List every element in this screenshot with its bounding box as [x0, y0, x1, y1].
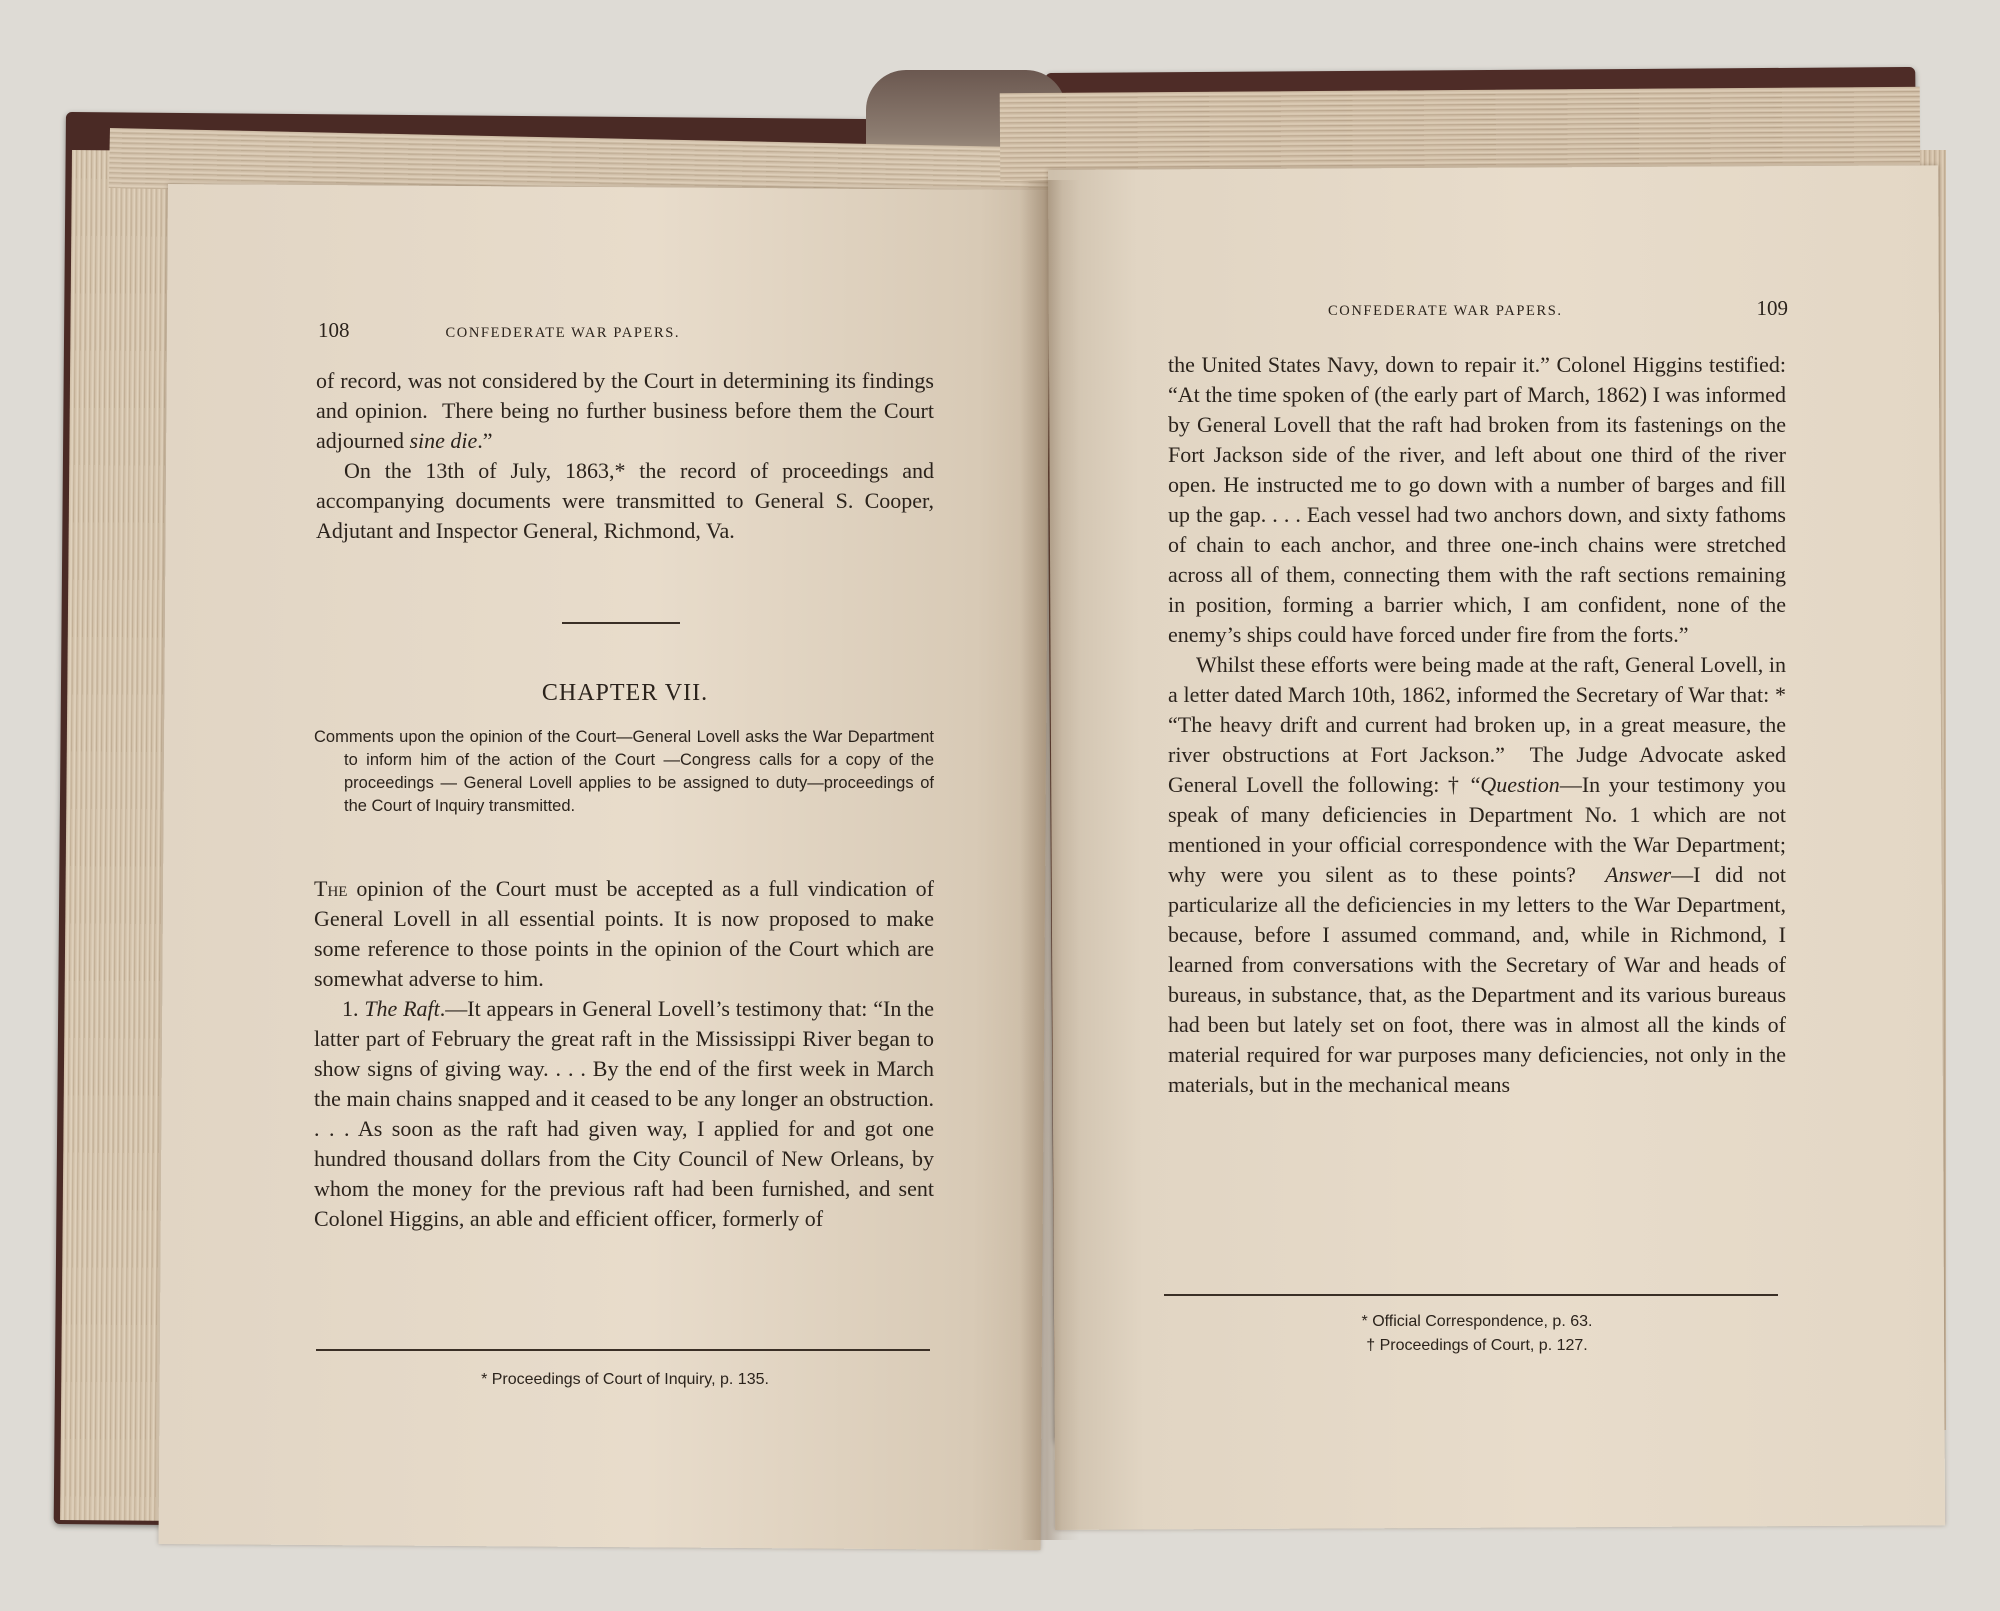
left-body-text — [314, 874, 934, 1234]
right-footnote-2: † Proceedings of Court, p. 127. — [1366, 1337, 1588, 1354]
left-page-header — [318, 318, 938, 343]
drop-word: The — [314, 876, 348, 901]
left-running-head: CONFEDERATE WAR PAPERS. — [445, 325, 681, 341]
gutter-shadow — [1020, 180, 1080, 1540]
left-paragraph-1: of record, was not considered by the Court in determining its findings and opinion. There being no further business before them the Court adjourned sine die.” — [316, 368, 934, 453]
section-divider — [562, 622, 680, 624]
right-paragraph-1: the United States Navy, down to repair it.” Colonel Higgins testified: “At the time spoken of (the early part of March, 1862) I was informed by General Lovell that the raft had broken from its fastenings on the Fort Jackson side of the river, and left about one third of the river open. He instructed me to go down with a number of barges and fill up the gap. . . . Each vessel had two anchors down, and sixty fathoms of chain to each anchor, and three one-inch chains were stretched across all of them, connecting them with the raft sections remaining in position, forming a barrier which, I am confident, none of the enemy’s ships could have forced under fire from the forts.” — [1168, 352, 1786, 647]
chapter-summary — [314, 726, 934, 818]
left-footnote-rule — [316, 1349, 930, 1351]
right-body-text — [1168, 350, 1786, 1100]
left-paragraph-2: On the 13th of July, 1863,* the record of proceedings and accompanying documents were transmitted to General S. Cooper, Adjutant and Inspector General, Richmond, Va. — [316, 458, 934, 543]
left-page-number: 108 — [318, 318, 350, 342]
right-paragraph-2: Whilst these efforts were being made at the raft, General Lovell, in a letter dated March 10th, 1862, informed the Secretary of War that: * “The heavy drift and current had broken up, in a great measure, the river obstructions at Fort Jackson.” The Judge Advocate asked General Lovell the following: † “Question—In your testimony you speak of many deficiencies in Department No. 1 which are not mentioned in your official correspondence with the War Department; why were you silent as to these points? Answer—I did not particularize all the deficiencies in my letters to the War Department, because, before I assumed command, and, while in Richmond, I learned from conversations with the Secretary of War and heads of bureaus, in substance, that, as the Department and its various bureaus had been but lately set on foot, there was in almost all the kinds of material required for war purposes many deficiencies, not only in the materials, but in the mechanical means — [1168, 652, 1786, 1097]
left-footnotes — [316, 1368, 934, 1392]
left-body-paragraph-1 — [314, 874, 934, 994]
chapter-title: CHAPTER VII. — [541, 680, 709, 706]
right-running-head: CONFEDERATE WAR PAPERS. — [1328, 303, 1563, 319]
right-footnote-rule — [1164, 1294, 1778, 1296]
right-page-header — [1328, 296, 1788, 321]
left-top-text — [316, 366, 934, 546]
chapter-summary-text: Comments upon the opinion of the Court—General Lovell asks the War Department to inform him of the action of the Court —Congress calls for a copy of the proceedings — General Lovell applies to be assigned to duty—proceedings of the Court of Inquiry transmitted. — [314, 728, 934, 815]
left-body-paragraph-1-rest: opinion of the Court must be accepted as a full vindication of General Lovell in all essential points. It is now proposed to make some reference to those points in the opinion of the Court which are somewhat adverse to him. — [314, 876, 934, 991]
left-body-paragraph-2: 1. The Raft.—It appears in General Lovell’s testimony that: “In the latter part of February the great raft in the Mississippi River began to show signs of giving way. . . . By the end of the first week in March the main chains snapped and it ceased to be any longer an obstruction. . . . As soon as the raft had given way, I applied for and got one hundred thousand dollars from the City Council of New Orleans, by whom the money for the previous raft had been furnished, and sent Colonel Higgins, an able and efficient officer, formerly of — [314, 996, 934, 1231]
right-footnotes — [1168, 1310, 1786, 1358]
left-footnote-1: * Proceedings of Court of Inquiry, p. 135. — [481, 1371, 769, 1388]
right-footnote-1: * Official Correspondence, p. 63. — [1361, 1313, 1593, 1330]
right-page-number: 109 — [1756, 296, 1788, 320]
